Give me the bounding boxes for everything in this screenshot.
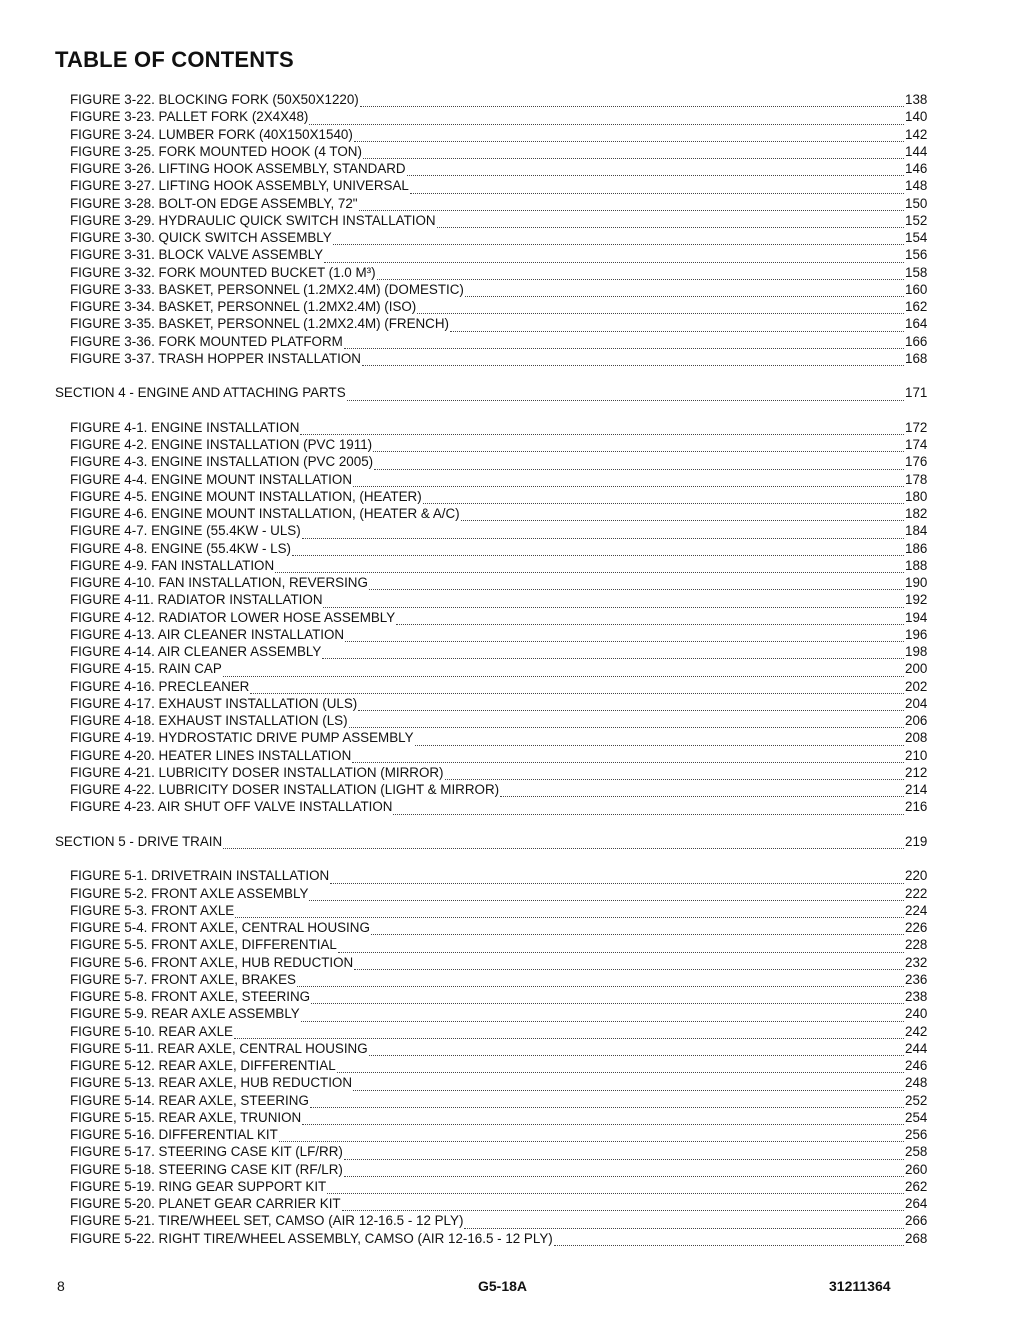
toc-figure-entry[interactable] bbox=[0, 678, 1024, 695]
dot-leader bbox=[309, 887, 904, 901]
toc-entry-page: 148 bbox=[905, 178, 928, 194]
toc-entry-page: 248 bbox=[905, 1075, 928, 1091]
toc-entry-label: FIGURE 3-36. FORK MOUNTED PLATFORM bbox=[70, 333, 343, 349]
toc-figure-entry[interactable] bbox=[0, 264, 1024, 281]
toc-entry-page: 194 bbox=[905, 609, 928, 625]
toc-entry-label: FIGURE 4-6. ENGINE MOUNT INSTALLATION, (HEATER & A/C) bbox=[70, 506, 460, 521]
toc-entry-page: 182 bbox=[905, 506, 928, 521]
dot-leader bbox=[344, 1146, 904, 1160]
dot-leader bbox=[344, 335, 904, 349]
toc-entry-label: FIGURE 4-19. HYDROSTATIC DRIVE PUMP ASSEMBLY bbox=[70, 730, 414, 746]
toc-entry-page: 140 bbox=[905, 109, 928, 125]
toc-figure-entry[interactable] bbox=[0, 505, 1024, 522]
toc-entry-label: FIGURE 4-22. LUBRICITY DOSER INSTALLATION (LIGHT & MIRROR) bbox=[70, 782, 500, 797]
toc-entry-page: 142 bbox=[905, 126, 928, 142]
toc-figure-entry[interactable] bbox=[0, 747, 1024, 764]
toc-entry-label: FIGURE 5-11. REAR AXLE, CENTRAL HOUSING bbox=[70, 1040, 368, 1056]
toc-figure-entry[interactable] bbox=[0, 540, 1024, 557]
toc-entry-page: 160 bbox=[905, 281, 928, 297]
dot-leader bbox=[323, 594, 904, 608]
toc-entry-page: 264 bbox=[905, 1196, 928, 1211]
dot-leader bbox=[322, 645, 904, 659]
dot-leader bbox=[279, 1128, 904, 1142]
toc-entry-page: 262 bbox=[905, 1178, 928, 1194]
toc-entry-label: FIGURE 5-1. DRIVETRAIN INSTALLATION bbox=[70, 868, 330, 884]
toc-entry-label: FIGURE 5-4. FRONT AXLE, CENTRAL HOUSING bbox=[70, 920, 370, 935]
toc-entry-page: 164 bbox=[905, 316, 928, 332]
toc-entry-page: 168 bbox=[905, 350, 928, 366]
dot-leader bbox=[310, 1094, 904, 1108]
toc-entry-label: FIGURE 4-12. RADIATOR LOWER HOSE ASSEMBLY bbox=[70, 609, 396, 625]
toc-figure-entry[interactable] bbox=[0, 195, 1024, 212]
toc-entry-label: FIGURE 4-11. RADIATOR INSTALLATION bbox=[70, 592, 323, 608]
toc-figure-entry[interactable] bbox=[0, 798, 1024, 815]
toc-entry-label: FIGURE 5-9. REAR AXLE ASSEMBLY bbox=[70, 1006, 300, 1022]
dot-leader bbox=[410, 180, 904, 194]
dot-leader bbox=[344, 1163, 904, 1177]
toc-spacer bbox=[0, 402, 1024, 419]
dot-leader bbox=[369, 1042, 904, 1056]
toc-entry-page: 156 bbox=[905, 247, 928, 263]
toc-figure-entry[interactable] bbox=[0, 971, 1024, 988]
dot-leader bbox=[377, 266, 904, 280]
toc-entry-page: 154 bbox=[905, 230, 928, 245]
toc-entry-page: 238 bbox=[905, 989, 928, 1004]
page-title: TABLE OF CONTENTS bbox=[55, 47, 294, 72]
toc-entry-label: FIGURE 5-12. REAR AXLE, DIFFERENTIAL bbox=[70, 1058, 336, 1073]
toc-figure-entry[interactable] bbox=[0, 281, 1024, 298]
dot-leader bbox=[301, 1008, 904, 1022]
toc-entry-page: 266 bbox=[905, 1213, 928, 1229]
toc-entry-page: 256 bbox=[905, 1127, 928, 1142]
toc-figure-entry[interactable] bbox=[0, 1178, 1024, 1195]
toc-figure-entry[interactable] bbox=[0, 643, 1024, 660]
toc-entry-page: 260 bbox=[905, 1161, 928, 1177]
toc-entry-page: 176 bbox=[905, 454, 928, 470]
toc-figure-entry[interactable] bbox=[0, 919, 1024, 936]
toc-entry-label: FIGURE 4-2. ENGINE INSTALLATION (PVC 1911) bbox=[70, 437, 373, 452]
dot-leader bbox=[250, 680, 904, 694]
toc-figure-entry[interactable] bbox=[0, 1195, 1024, 1212]
dot-leader bbox=[423, 490, 904, 504]
toc-figure-entry[interactable] bbox=[0, 1092, 1024, 1109]
toc-figure-entry[interactable] bbox=[0, 1161, 1024, 1178]
toc-entry-page: 216 bbox=[905, 799, 928, 815]
dot-leader bbox=[223, 835, 904, 849]
toc-entry-label: FIGURE 5-22. RIGHT TIRE/WHEEL ASSEMBLY, CAMSO (AIR 12-16.5 - 12 PLY) bbox=[70, 1230, 553, 1246]
footer-part-number: 31211364 bbox=[829, 1278, 891, 1294]
toc-entry-label: FIGURE 3-37. TRASH HOPPER INSTALLATION bbox=[70, 350, 361, 366]
toc-entry-label: FIGURE 4-3. ENGINE INSTALLATION (PVC 2005) bbox=[70, 454, 374, 470]
dot-leader bbox=[465, 283, 904, 297]
toc-figure-entry[interactable] bbox=[0, 177, 1024, 194]
dot-leader bbox=[360, 93, 904, 107]
dot-leader bbox=[354, 128, 904, 142]
toc-entry-page: 152 bbox=[905, 212, 928, 228]
toc-entry-page: 172 bbox=[905, 419, 928, 435]
toc-figure-entry[interactable] bbox=[0, 1109, 1024, 1126]
dot-leader bbox=[342, 1197, 904, 1211]
dot-leader bbox=[374, 456, 904, 470]
toc-figure-entry[interactable] bbox=[0, 453, 1024, 470]
toc-entry-page: 158 bbox=[905, 264, 928, 280]
toc-figure-entry[interactable] bbox=[0, 471, 1024, 488]
toc-entry-label: FIGURE 5-7. FRONT AXLE, BRAKES bbox=[70, 971, 296, 987]
toc-figure-entry[interactable] bbox=[0, 781, 1024, 798]
toc-figure-entry[interactable] bbox=[0, 333, 1024, 350]
toc-entry-page: 174 bbox=[905, 437, 928, 452]
dot-leader bbox=[362, 352, 904, 366]
toc-entry-label: FIGURE 5-17. STEERING CASE KIT (LF/RR) bbox=[70, 1144, 343, 1160]
toc-entry-page: 226 bbox=[905, 920, 928, 935]
toc-figure-entry[interactable] bbox=[0, 695, 1024, 712]
dot-leader bbox=[327, 1180, 904, 1194]
toc-entry-label: FIGURE 3-27. LIFTING HOOK ASSEMBLY, UNIVERSAL bbox=[70, 178, 409, 194]
toc-entry-label: FIGURE 4-10. FAN INSTALLATION, REVERSING bbox=[70, 575, 368, 590]
dot-leader bbox=[347, 387, 904, 401]
toc-entry-page: 146 bbox=[905, 161, 928, 176]
toc-figure-entry[interactable] bbox=[0, 160, 1024, 177]
toc-entry-page: 240 bbox=[905, 1006, 928, 1022]
toc-entry-page: 190 bbox=[905, 575, 928, 590]
toc-figure-entry[interactable] bbox=[0, 626, 1024, 643]
dot-leader bbox=[415, 732, 904, 746]
toc-entry-page: 186 bbox=[905, 540, 928, 556]
dot-leader bbox=[235, 904, 904, 918]
toc-figure-entry[interactable] bbox=[0, 885, 1024, 902]
toc-figure-entry[interactable] bbox=[0, 1057, 1024, 1074]
toc-entry-label: FIGURE 5-6. FRONT AXLE, HUB REDUCTION bbox=[70, 954, 354, 970]
toc-figure-entry[interactable] bbox=[0, 143, 1024, 160]
dot-leader bbox=[373, 438, 904, 452]
toc-entry-page: 180 bbox=[905, 488, 928, 504]
toc-spacer bbox=[0, 850, 1024, 867]
toc-entry-label: FIGURE 4-1. ENGINE INSTALLATION bbox=[70, 419, 300, 435]
toc-entry-page: 258 bbox=[905, 1144, 928, 1160]
dot-leader bbox=[324, 249, 904, 263]
dot-leader bbox=[338, 939, 904, 953]
toc-entry-page: 220 bbox=[905, 868, 928, 884]
dot-leader bbox=[407, 162, 904, 176]
toc-figure-entry[interactable] bbox=[0, 1212, 1024, 1229]
toc-figure-entry[interactable] bbox=[0, 298, 1024, 315]
toc-entry-page: 162 bbox=[905, 299, 928, 314]
toc-figure-entry[interactable] bbox=[0, 954, 1024, 971]
toc-entry-page: 204 bbox=[905, 695, 928, 711]
toc-figure-entry[interactable] bbox=[0, 91, 1024, 108]
toc-figure-entry[interactable] bbox=[0, 988, 1024, 1005]
toc-entry-page: 144 bbox=[905, 143, 928, 159]
dot-leader bbox=[352, 749, 904, 763]
toc-entry-page: 200 bbox=[905, 661, 928, 677]
toc-entry-page: 184 bbox=[905, 523, 928, 539]
toc-entry-label: FIGURE 5-18. STEERING CASE KIT (RF/LR) bbox=[70, 1161, 343, 1177]
dot-leader bbox=[311, 990, 904, 1004]
dot-leader bbox=[554, 1232, 904, 1246]
dot-leader bbox=[464, 1215, 904, 1229]
toc-figure-entry[interactable] bbox=[0, 212, 1024, 229]
toc-entry-label: FIGURE 3-29. HYDRAULIC QUICK SWITCH INSTALLATION bbox=[70, 212, 436, 228]
toc-figure-entry[interactable] bbox=[0, 764, 1024, 781]
toc-figure-entry[interactable] bbox=[0, 126, 1024, 143]
toc-figure-entry[interactable] bbox=[0, 712, 1024, 729]
toc-spacer bbox=[0, 816, 1024, 833]
toc-entry-page: 214 bbox=[905, 782, 928, 797]
toc-section-entry[interactable] bbox=[0, 833, 1024, 850]
toc-entry-label: FIGURE 4-8. ENGINE (55.4KW - LS) bbox=[70, 540, 291, 556]
toc-entry-page: 150 bbox=[905, 195, 928, 211]
toc-entry-page: 228 bbox=[905, 937, 928, 953]
dot-leader bbox=[363, 145, 904, 159]
toc-entry-page: 254 bbox=[905, 1109, 928, 1125]
dot-leader bbox=[349, 714, 904, 728]
toc-entry-label: FIGURE 3-24. LUMBER FORK (40X150X1540) bbox=[70, 126, 353, 142]
toc-figure-entry[interactable] bbox=[0, 108, 1024, 125]
toc-figure-entry[interactable] bbox=[0, 1005, 1024, 1022]
toc-spacer bbox=[0, 367, 1024, 384]
toc-entry-label: FIGURE 5-10. REAR AXLE bbox=[70, 1023, 233, 1039]
toc-figure-entry[interactable] bbox=[0, 488, 1024, 505]
dot-leader bbox=[297, 973, 904, 987]
dot-leader bbox=[302, 525, 904, 539]
toc-entry-page: 236 bbox=[905, 971, 928, 987]
dot-leader bbox=[417, 300, 904, 314]
toc-entry-label: FIGURE 3-35. BASKET, PERSONNEL (1.2MX2.4M) (FRENCH) bbox=[70, 316, 449, 332]
toc-entry-label: FIGURE 5-13. REAR AXLE, HUB REDUCTION bbox=[70, 1075, 353, 1091]
toc-entry-page: 246 bbox=[905, 1058, 928, 1073]
toc-entry-page: 171 bbox=[905, 385, 928, 401]
dot-leader bbox=[359, 197, 904, 211]
dot-leader bbox=[300, 421, 904, 435]
toc-entry-label: FIGURE 3-32. FORK MOUNTED BUCKET (1.0 M³) bbox=[70, 264, 376, 280]
dot-leader bbox=[309, 111, 904, 125]
footer-page-number: 8 bbox=[57, 1278, 65, 1294]
toc-entry-label: FIGURE 5-16. DIFFERENTIAL KIT bbox=[70, 1127, 278, 1142]
toc-figure-entry[interactable] bbox=[0, 1230, 1024, 1247]
toc-entry-label: SECTION 4 - ENGINE AND ATTACHING PARTS bbox=[55, 385, 346, 401]
toc-entry-label: FIGURE 3-30. QUICK SWITCH ASSEMBLY bbox=[70, 230, 332, 245]
toc-entry-page: 166 bbox=[905, 333, 928, 349]
toc-entry-page: 212 bbox=[905, 764, 928, 780]
toc-entry-label: FIGURE 5-8. FRONT AXLE, STEERING bbox=[70, 989, 311, 1004]
toc-entry-label: FIGURE 4-15. RAIN CAP bbox=[70, 661, 222, 677]
dot-leader bbox=[234, 1025, 904, 1039]
toc-figure-entry[interactable] bbox=[0, 315, 1024, 332]
toc-entry-page: 208 bbox=[905, 730, 928, 746]
toc-entry-label: FIGURE 4-4. ENGINE MOUNT INSTALLATION bbox=[70, 471, 352, 487]
dot-leader bbox=[450, 318, 904, 332]
toc-figure-entry[interactable] bbox=[0, 1074, 1024, 1091]
dot-leader bbox=[437, 214, 904, 228]
toc-entry-label: FIGURE 4-9. FAN INSTALLATION bbox=[70, 557, 275, 573]
toc-figure-entry[interactable] bbox=[0, 1023, 1024, 1040]
toc-entry-page: 178 bbox=[905, 471, 928, 487]
toc-entry-label: FIGURE 4-17. EXHAUST INSTALLATION (ULS) bbox=[70, 695, 358, 711]
toc-figure-entry[interactable] bbox=[0, 902, 1024, 919]
toc-entry-label: FIGURE 3-22. BLOCKING FORK (50X50X1220) bbox=[70, 92, 359, 107]
dot-leader bbox=[353, 473, 904, 487]
toc-entry-label: FIGURE 3-26. LIFTING HOOK ASSEMBLY, STANDARD bbox=[70, 161, 406, 176]
toc-entry-label: FIGURE 4-14. AIR CLEANER ASSEMBLY bbox=[70, 644, 322, 659]
toc-list bbox=[0, 91, 1024, 1247]
toc-entry-page: 224 bbox=[905, 902, 928, 918]
dot-leader bbox=[461, 507, 904, 521]
dot-leader bbox=[354, 956, 904, 970]
toc-figure-entry[interactable] bbox=[0, 522, 1024, 539]
toc-entry-label: FIGURE 3-25. FORK MOUNTED HOOK (4 TON) bbox=[70, 143, 362, 159]
toc-entry-label: FIGURE 5-5. FRONT AXLE, DIFFERENTIAL bbox=[70, 937, 337, 953]
dot-leader bbox=[371, 921, 904, 935]
toc-entry-page: 192 bbox=[905, 592, 928, 608]
dot-leader bbox=[396, 611, 904, 625]
toc-entry-label: FIGURE 5-19. RING GEAR SUPPORT KIT bbox=[70, 1178, 327, 1194]
toc-entry-label: FIGURE 3-28. BOLT-ON EDGE ASSEMBLY, 72" bbox=[70, 195, 358, 211]
toc-entry-page: 219 bbox=[905, 833, 928, 849]
toc-entry-page: 210 bbox=[905, 747, 928, 763]
footer-model: G5-18A bbox=[478, 1278, 528, 1294]
toc-entry-page: 222 bbox=[905, 885, 928, 901]
toc-entry-label: FIGURE 4-23. AIR SHUT OFF VALVE INSTALLATION bbox=[70, 799, 393, 815]
dot-leader bbox=[353, 1077, 904, 1091]
toc-figure-entry[interactable] bbox=[0, 229, 1024, 246]
dot-leader bbox=[500, 783, 904, 797]
dot-leader bbox=[358, 697, 904, 711]
toc-entry-label: FIGURE 5-2. FRONT AXLE ASSEMBLY bbox=[70, 885, 309, 901]
toc-figure-entry[interactable] bbox=[0, 867, 1024, 884]
toc-entry-page: 198 bbox=[905, 644, 928, 659]
dot-leader bbox=[333, 231, 904, 245]
toc-entry-label: FIGURE 4-13. AIR CLEANER INSTALLATION bbox=[70, 626, 345, 642]
toc-entry-label: FIGURE 4-21. LUBRICITY DOSER INSTALLATION (MIRROR) bbox=[70, 764, 444, 780]
toc-entry-label: FIGURE 5-14. REAR AXLE, STEERING bbox=[70, 1092, 309, 1108]
toc-entry-label: FIGURE 4-20. HEATER LINES INSTALLATION bbox=[70, 747, 352, 763]
toc-entry-page: 188 bbox=[905, 557, 928, 573]
toc-entry-page: 196 bbox=[905, 626, 928, 642]
toc-entry-label: FIGURE 5-15. REAR AXLE, TRUNION bbox=[70, 1109, 302, 1125]
toc-entry-label: FIGURE 5-21. TIRE/WHEEL SET, CAMSO (AIR 12-16.5 - 12 PLY) bbox=[70, 1213, 464, 1229]
dot-leader bbox=[302, 1111, 904, 1125]
toc-entry-label: FIGURE 4-7. ENGINE (55.4KW - ULS) bbox=[70, 523, 301, 539]
toc-figure-entry[interactable] bbox=[0, 350, 1024, 367]
toc-figure-entry[interactable] bbox=[0, 557, 1024, 574]
toc-figure-entry[interactable] bbox=[0, 591, 1024, 608]
toc-entry-page: 252 bbox=[905, 1092, 928, 1108]
dot-leader bbox=[330, 870, 904, 884]
toc-entry-label: FIGURE 4-18. EXHAUST INSTALLATION (LS) bbox=[70, 713, 348, 728]
dot-leader bbox=[445, 766, 904, 780]
toc-entry-label: FIGURE 5-3. FRONT AXLE bbox=[70, 902, 235, 918]
dot-leader bbox=[393, 801, 904, 815]
toc-section-entry[interactable] bbox=[0, 384, 1024, 401]
toc-figure-entry[interactable] bbox=[0, 1040, 1024, 1057]
toc-entry-page: 206 bbox=[905, 713, 928, 728]
toc-figure-entry[interactable] bbox=[0, 1143, 1024, 1160]
toc-figure-entry[interactable] bbox=[0, 246, 1024, 263]
toc-figure-entry[interactable] bbox=[0, 419, 1024, 436]
toc-entry-label: FIGURE 3-33. BASKET, PERSONNEL (1.2MX2.4M) (DOMESTIC) bbox=[70, 281, 464, 297]
toc-figure-entry[interactable] bbox=[0, 660, 1024, 677]
dot-leader bbox=[275, 559, 904, 573]
toc-entry-label: FIGURE 3-31. BLOCK VALVE ASSEMBLY bbox=[70, 247, 324, 263]
dot-leader bbox=[345, 628, 904, 642]
toc-entry-page: 242 bbox=[905, 1023, 928, 1039]
toc-entry-label: FIGURE 3-34. BASKET, PERSONNEL (1.2MX2.4M) (ISO) bbox=[70, 299, 417, 314]
toc-entry-page: 268 bbox=[905, 1230, 928, 1246]
dot-leader bbox=[223, 663, 904, 677]
toc-entry-page: 138 bbox=[905, 92, 928, 107]
toc-entry-label: FIGURE 5-20. PLANET GEAR CARRIER KIT bbox=[70, 1196, 341, 1211]
toc-figure-entry[interactable] bbox=[0, 729, 1024, 746]
toc-figure-entry[interactable] bbox=[0, 574, 1024, 591]
toc-entry-page: 202 bbox=[905, 678, 928, 694]
toc-entry-label: FIGURE 4-5. ENGINE MOUNT INSTALLATION, (HEATER) bbox=[70, 488, 422, 504]
toc-figure-entry[interactable] bbox=[0, 936, 1024, 953]
toc-entry-label: FIGURE 3-23. PALLET FORK (2X4X48) bbox=[70, 109, 309, 125]
toc-figure-entry[interactable] bbox=[0, 1126, 1024, 1143]
toc-figure-entry[interactable] bbox=[0, 609, 1024, 626]
toc-figure-entry[interactable] bbox=[0, 436, 1024, 453]
toc-entry-page: 244 bbox=[905, 1040, 928, 1056]
toc-entry-label: FIGURE 4-16. PRECLEANER bbox=[70, 678, 250, 694]
dot-leader bbox=[369, 576, 904, 590]
toc-entry-page: 232 bbox=[905, 954, 928, 970]
toc-entry-label: SECTION 5 - DRIVE TRAIN bbox=[55, 833, 223, 849]
dot-leader bbox=[337, 1059, 904, 1073]
dot-leader bbox=[292, 542, 904, 556]
